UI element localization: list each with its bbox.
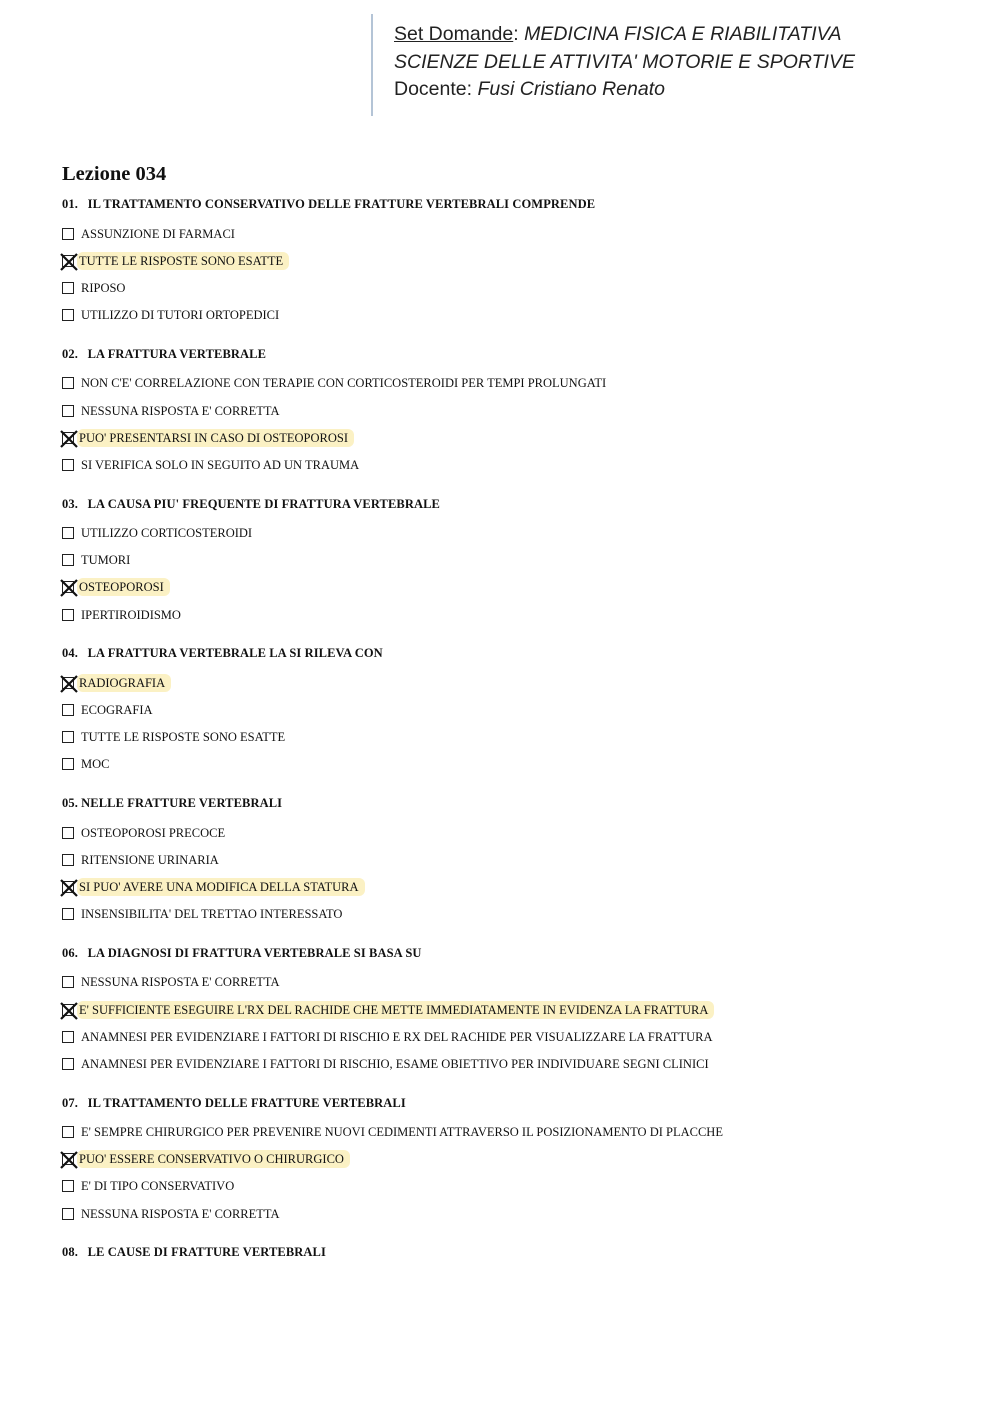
question-6 [62, 943, 962, 1078]
answer-option[interactable] [62, 1050, 962, 1077]
answer-option-correct[interactable] [62, 873, 962, 900]
checkbox-icon[interactable] [62, 309, 74, 321]
set-domande-label: Set Domande [394, 23, 514, 45]
checkbox-icon[interactable] [62, 609, 74, 621]
answer-text: SI VERIFICA SOLO IN SEGUITO AD UN TRAUMA [81, 457, 360, 472]
answer-text: MOC [81, 757, 110, 772]
checkbox-checked-icon[interactable] [62, 1004, 74, 1016]
checkbox-icon[interactable] [62, 854, 74, 866]
answer-option[interactable] [62, 1173, 962, 1200]
checkbox-icon[interactable] [62, 1058, 74, 1070]
answer-option[interactable] [62, 397, 962, 424]
checkbox-icon[interactable] [62, 282, 74, 294]
answer-option[interactable] [62, 1200, 962, 1227]
set-domande-separator: : [513, 23, 519, 45]
answer-text: PUO' ESSERE CONSERVATIVO O CHIRURGICO [77, 1150, 350, 1168]
answer-option[interactable] [62, 819, 962, 846]
docente-line [394, 76, 931, 104]
answer-option-correct[interactable] [62, 424, 962, 451]
set-domande-value-2: SCIENZE DELLE ATTIVITA' MOTORIE E SPORTIVE [394, 50, 855, 73]
checkbox-checked-icon[interactable] [62, 432, 74, 444]
checkbox-icon[interactable] [62, 527, 74, 539]
docente-label: Docente: [394, 78, 473, 100]
set-domande-value: MEDICINA FISICA E RIABILITATIVA [524, 23, 842, 45]
answer-option-correct[interactable] [62, 247, 962, 274]
answer-option[interactable] [62, 274, 962, 301]
checkbox-checked-icon[interactable] [62, 881, 74, 893]
answer-text: E' SUFFICIENTE ESEGUIRE L'RX DEL RACHIDE CHE METTE IMMEDIATAMENTE IN EVIDENZA LA FRATTURA [77, 1001, 714, 1019]
answer-option[interactable] [62, 451, 962, 478]
answer-option[interactable] [62, 1119, 962, 1146]
question-text: 06. LA DIAGNOSI DI FRATTURA VERTEBRALE SI BASA SU [62, 945, 422, 960]
checkbox-icon[interactable] [62, 908, 74, 920]
answer-option[interactable] [62, 302, 962, 329]
checkbox-icon[interactable] [62, 459, 74, 471]
question-2 [62, 344, 962, 479]
checkbox-icon[interactable] [62, 827, 74, 839]
question-text: 03. LA CAUSA PIU' FREQUENTE DI FRATTURA VERTEBRALE [62, 496, 440, 511]
checkbox-icon[interactable] [62, 405, 74, 417]
checkbox-checked-icon[interactable] [62, 1153, 74, 1165]
answer-text: E' DI TIPO CONSERVATIVO [81, 1179, 235, 1194]
checkbox-icon[interactable] [62, 377, 74, 389]
question-text: 08. LE CAUSE DI FRATTURE VERTEBRALI [62, 1245, 326, 1260]
answer-option-correct[interactable] [62, 1146, 962, 1173]
document-header [371, 14, 931, 116]
set-domande-line-2 [394, 49, 931, 77]
answer-text: UTILIZZO CORTICOSTEROIDI [81, 526, 253, 541]
checkbox-icon[interactable] [62, 1208, 74, 1220]
checkbox-icon[interactable] [62, 1126, 74, 1138]
answer-text: SI PUO' AVERE UNA MODIFICA DELLA STATURA [77, 878, 365, 896]
checkbox-icon[interactable] [62, 1031, 74, 1043]
question-1 [62, 194, 962, 329]
answer-text: INSENSIBILITA' DEL TRETTAO INTERESSATO [81, 907, 343, 922]
checkbox-checked-icon[interactable] [62, 581, 74, 593]
answer-text: RADIOGRAFIA [77, 674, 171, 692]
answer-text: E' SEMPRE CHIRURGICO PER PREVENIRE NUOVI CEDIMENTI ATTRAVERSO IL POSIZIONAMENTO DI PLACCHE [81, 1125, 723, 1140]
answer-text: NESSUNA RISPOSTA E' CORRETTA [81, 1206, 280, 1221]
answer-text: ANAMNESI PER EVIDENZIARE I FATTORI DI RISCHIO E RX DEL RACHIDE PER VISUALIZZARE LA FRATTURA [81, 1029, 713, 1044]
answer-option-correct[interactable] [62, 669, 962, 696]
checkbox-icon[interactable] [62, 554, 74, 566]
answer-text: OSTEOPOROSI [77, 578, 170, 596]
answer-text: RIPOSO [81, 280, 126, 295]
answer-option[interactable] [62, 601, 962, 628]
docente-value: Fusi Cristiano Renato [477, 78, 665, 100]
checkbox-icon[interactable] [62, 976, 74, 988]
answer-option-correct[interactable] [62, 574, 962, 601]
answer-option-correct[interactable] [62, 996, 962, 1023]
question-5 [62, 793, 962, 928]
answer-option[interactable] [62, 220, 962, 247]
question-text: 07. IL TRATTAMENTO DELLE FRATTURE VERTEBRALI [62, 1095, 406, 1110]
answer-text: NESSUNA RISPOSTA E' CORRETTA [81, 975, 280, 990]
question-4 [62, 643, 962, 778]
checkbox-icon[interactable] [62, 228, 74, 240]
question-text: 01. IL TRATTAMENTO CONSERVATIVO DELLE FRATTURE VERTEBRALI COMPRENDE [62, 197, 596, 211]
answer-text: ANAMNESI PER EVIDENZIARE I FATTORI DI RISCHIO, ESAME OBIETTIVO PER INDIVIDUARE SEGNI CLINICI [81, 1056, 709, 1071]
answer-text: NESSUNA RISPOSTA E' CORRETTA [81, 403, 280, 418]
lesson-title: Lezione 034 [62, 163, 167, 185]
checkbox-checked-icon[interactable] [62, 677, 74, 689]
answer-text: ECOGRAFIA [81, 703, 153, 718]
answer-option[interactable] [62, 751, 962, 778]
answer-text: RITENSIONE URINARIA [81, 852, 219, 867]
checkbox-icon[interactable] [62, 731, 74, 743]
answer-option[interactable] [62, 370, 962, 397]
answer-text: NON C'E' CORRELAZIONE CON TERAPIE CON CORTICOSTEROIDI PER TEMPI PROLUNGATI [81, 376, 607, 391]
answer-text: TUTTE LE RISPOSTE SONO ESATTE [77, 252, 289, 270]
answer-option[interactable] [62, 1023, 962, 1050]
question-list [62, 194, 962, 1268]
question-text: 05. NELLE FRATTURE VERTEBRALI [62, 796, 283, 810]
answer-option[interactable] [62, 520, 962, 547]
question-text: 04. LA FRATTURA VERTEBRALE LA SI RILEVA CON [62, 646, 383, 661]
question-text: 02. LA FRATTURA VERTEBRALE [62, 346, 267, 361]
answer-text: TUTTE LE RISPOSTE SONO ESATTE [81, 730, 286, 745]
answer-text: OSTEOPOROSI PRECOCE [81, 825, 226, 840]
set-domande-line [394, 21, 931, 49]
answer-option[interactable] [62, 846, 962, 873]
answer-option[interactable] [62, 969, 962, 996]
checkbox-icon[interactable] [62, 1180, 74, 1192]
checkbox-icon[interactable] [62, 758, 74, 770]
answer-option[interactable] [62, 724, 962, 751]
answer-text: UTILIZZO DI TUTORI ORTOPEDICI [81, 308, 280, 323]
question-3 [62, 494, 962, 629]
question-7 [62, 1093, 962, 1228]
answer-option[interactable] [62, 696, 962, 723]
checkbox-icon[interactable] [62, 704, 74, 716]
answer-text: ASSUNZIONE DI FARMACI [81, 226, 235, 241]
answer-text: TUMORI [81, 553, 131, 568]
answer-text: IPERTIROIDISMO [81, 607, 181, 622]
answer-option[interactable] [62, 901, 962, 928]
answer-option[interactable] [62, 547, 962, 574]
checkbox-checked-icon[interactable] [62, 255, 74, 267]
answer-text: PUO' PRESENTARSI IN CASO DI OSTEOPOROSI [77, 429, 354, 447]
question-8 [62, 1242, 962, 1268]
